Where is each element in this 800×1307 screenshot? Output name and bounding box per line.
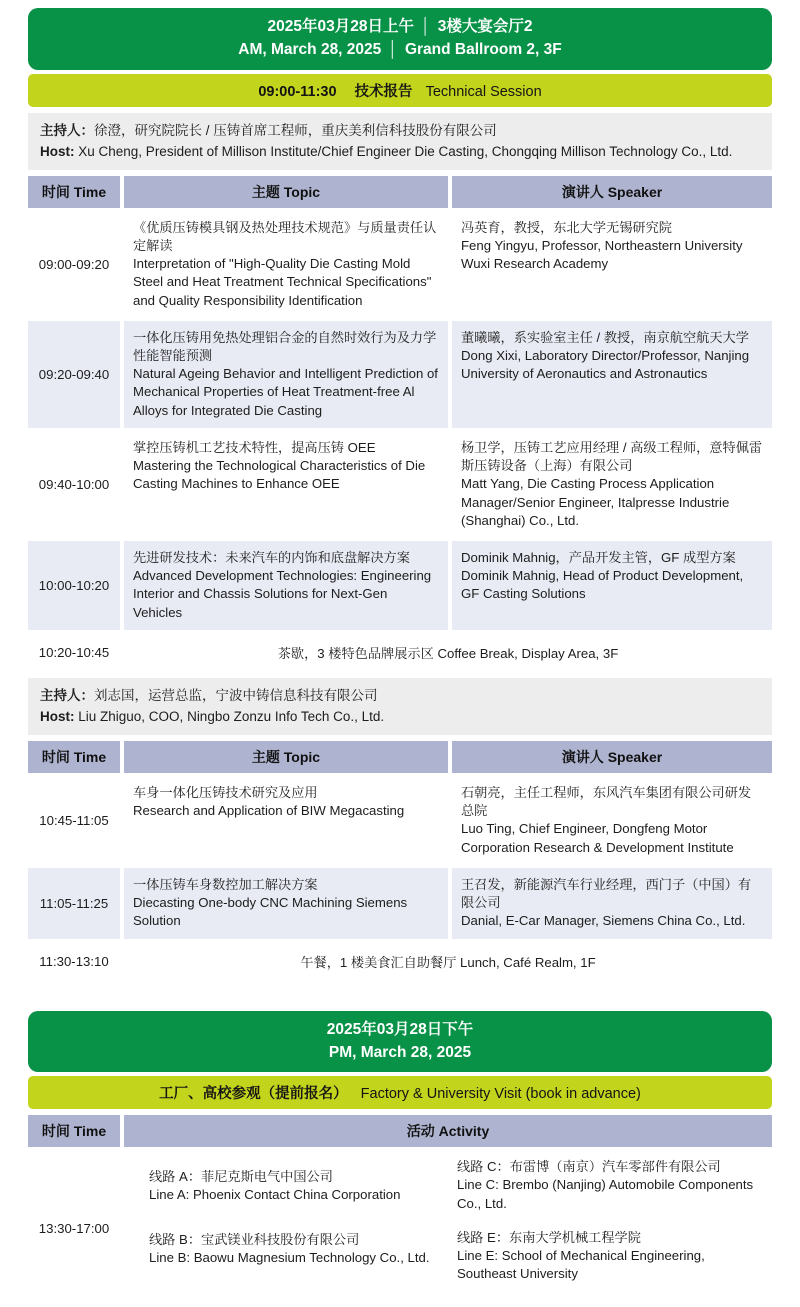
- visit-line-zh: 线路 C：布雷博（南京）汽车零部件有限公司: [457, 1159, 721, 1175]
- pm-banner: [28, 1011, 772, 1073]
- topic-zh: 《优质压铸模具钢及热处理技术规范》与质量责任认定解读: [133, 219, 437, 253]
- column-header-speaker: 演讲人 Speaker: [452, 176, 772, 208]
- speaker-en: Matt Yang, Die Casting Process Application Manager/Senior Engineer, Italpresse Industrie (Shanghai) Co., Ltd.: [461, 476, 730, 528]
- session-row-topic: [124, 776, 448, 865]
- session-row-time: 11:05-11:25: [28, 868, 120, 939]
- topic-en: Research and Application of BIW Megacasting: [133, 803, 405, 819]
- host1-text-zh: 徐澄，研究院院长 / 压铸首席工程师，重庆美利信科技股份有限公司: [94, 122, 497, 138]
- pm-section: [28, 1011, 772, 1307]
- topic-en: Interpretation of "High-Quality Die Casting Mold Steel and Heat Treatment Technical Specifications" and Quality Responsibility Identification: [133, 256, 432, 308]
- host1-label-en: Host:: [40, 144, 75, 160]
- visit-title-en: Factory & University Visit (book in advance): [360, 1086, 641, 1103]
- topic-zh: 车身一体化压铸技术研究及应用: [133, 785, 318, 801]
- banner-separator: │: [421, 18, 431, 35]
- speaker-zh: 王召发，新能源汽车行业经理，西门子（中国）有限公司: [461, 876, 752, 911]
- visit-title-zh: 工厂、高校参观（提前报名）: [159, 1086, 348, 1103]
- topic-zh: 一体化压铸用免热处理铝合金的自然时效行为及力学性能智能预测: [133, 329, 437, 363]
- speaker-zh: 董曦曦，系实验室主任 / 教授，南京航空航天大学: [461, 329, 749, 345]
- host-block-1: [28, 113, 772, 170]
- topic-zh: 一体压铸车身数控加工解决方案: [133, 876, 318, 892]
- am-room-zh: 3楼大宴会厅2: [437, 18, 533, 35]
- am-banner-line1: [32, 15, 768, 38]
- column-header-time: 时间 Time: [28, 176, 120, 208]
- visit-column-left: [131, 1158, 447, 1299]
- visit-lines-grid: [131, 1158, 765, 1299]
- session-row-speaker: [452, 541, 772, 630]
- visit-line-zh: 线路 B：宝武镁业科技股份有限公司: [149, 1231, 360, 1247]
- session-row-speaker: [452, 431, 772, 538]
- visit-line-c: [457, 1158, 765, 1213]
- host1-line-en: [40, 141, 760, 163]
- speaker-en: Danial, E-Car Manager, Siemens China Co., Ltd.: [461, 913, 746, 929]
- host1-label-zh: 主持人：: [40, 122, 94, 138]
- visit-line-a: [149, 1168, 447, 1204]
- pm-visit-table: [28, 1115, 772, 1307]
- visit-line-zh: 线路 A：菲尼克斯电气中国公司: [149, 1169, 333, 1185]
- column-header-activity: 活动 Activity: [124, 1115, 772, 1147]
- session-row-topic: [124, 431, 448, 538]
- session-row-topic: [124, 868, 448, 939]
- topic-en: Advanced Development Technologies: Engineering Interior and Chassis Solutions for Next-Gen Vehicles: [133, 568, 432, 620]
- am-date-en: AM, March 28, 2025: [238, 41, 382, 59]
- session-row-topic: [124, 541, 448, 630]
- session-row-topic: [124, 211, 448, 318]
- visit-line-e: [457, 1229, 765, 1284]
- session-row-topic: [124, 321, 448, 428]
- pm-date-zh: 2025年03月28日下午: [326, 1020, 474, 1038]
- pm-date-en: PM, March 28, 2025: [328, 1043, 472, 1061]
- host2-label-en: Host:: [40, 709, 75, 725]
- session-row-time: 09:00-09:20: [38, 256, 110, 272]
- topic-zh: 先进研发技术：未来汽车的内饰和底盘解决方案: [133, 549, 410, 565]
- banner-separator: │: [388, 41, 398, 59]
- column-header-time: 时间 Time: [28, 741, 120, 773]
- host2-label-zh: 主持人：: [40, 687, 94, 703]
- lunch-row: [28, 942, 772, 981]
- host2-text-zh: 刘志国，运营总监，宁波中铸信息科技有限公司: [94, 687, 378, 703]
- coffee-break-time: 10:20-10:45: [38, 644, 110, 660]
- session-row-time: 10:45-11:05: [39, 812, 109, 828]
- topic-en: Natural Ageing Behavior and Intelligent Prediction of Mechanical Properties of Heat Treatment-free Al Alloys for Integrated Die Casting: [133, 366, 438, 418]
- am-date-zh: 2025年03月28日上午: [267, 18, 415, 35]
- am-banner-line2: [32, 38, 768, 61]
- lunch-time: 11:30-13:10: [39, 953, 109, 969]
- column-header-time: 时间 Time: [28, 1115, 120, 1147]
- session-row-speaker: [452, 321, 772, 428]
- session-title-zh: 技术报告: [354, 83, 413, 100]
- lunch-text: 午餐，1 楼美食汇自助餐厅 Lunch, Café Realm, 1F: [300, 954, 596, 970]
- am-room-en: Grand Ballroom 2, 3F: [404, 41, 562, 59]
- visit-line-en: Line B: Baowu Magnesium Technology Co., Ltd.: [149, 1249, 430, 1265]
- speaker-zh: 杨卫学，压铸工艺应用经理 / 高级工程师，意特佩雷斯压铸设备（上海）有限公司: [461, 439, 763, 474]
- topic-en: Diecasting One-body CNC Machining Siemens Solution: [133, 895, 408, 929]
- visit-column-right: [457, 1158, 765, 1299]
- technical-session-bar: [28, 74, 772, 107]
- coffee-break-row: [28, 633, 772, 672]
- speaker-en: Dominik Mahnig, Head of Product Development, GF Casting Solutions: [461, 568, 744, 602]
- speaker-en: Luo Ting, Chief Engineer, Dongfeng Motor Corporation Research & Development Institute: [461, 821, 734, 855]
- topic-en: Mastering the Technological Characteristics of Die Casting Machines to Enhance OEE: [133, 458, 426, 492]
- visit-line-zh: 线路 E：东南大学机械工程学院: [457, 1229, 641, 1245]
- host-block-2: [28, 678, 772, 735]
- visit-line-b: [149, 1231, 447, 1267]
- session-row-time: 09:20-09:40: [28, 321, 120, 428]
- host1-line-zh: [40, 120, 760, 142]
- visit-line-en: Line C: Brembo (Nanjing) Automobile Components Co., Ltd.: [457, 1177, 754, 1211]
- speaker-zh: 冯英育，教授，东北大学无锡研究院: [461, 219, 672, 235]
- visit-bar: [28, 1076, 772, 1109]
- session-row-speaker: [452, 868, 772, 939]
- visit-line-en: Line E: School of Mechanical Engineering, Southeast University: [457, 1247, 705, 1282]
- host2-line-en: [40, 706, 760, 728]
- session-row-speaker: [452, 211, 772, 318]
- session-time-range: 09:00-11:30: [258, 83, 337, 100]
- host1-text-en: Xu Cheng, President of Millison Institute/Chief Engineer Die Casting, Chongqing Millison Technology Co., Ltd.: [78, 144, 733, 160]
- host2-line-zh: [40, 685, 760, 707]
- column-header-topic: 主题 Topic: [124, 176, 448, 208]
- session-row-time: 09:40-10:00: [38, 476, 110, 492]
- am-banner: [28, 8, 772, 70]
- host2-text-en: Liu Zhiguo, COO, Ningbo Zonzu Info Tech Co., Ltd.: [78, 709, 385, 725]
- session-row-speaker: [452, 776, 772, 865]
- column-header-speaker: 演讲人 Speaker: [452, 741, 772, 773]
- column-header-topic: 主题 Topic: [124, 741, 448, 773]
- session-title-en: Technical Session: [425, 83, 542, 100]
- topic-zh: 掌控压铸机工艺技术特性，提高压铸 OEE: [133, 439, 376, 455]
- visit-row-activity: [124, 1150, 772, 1307]
- speaker-en: Dong Xixi, Laboratory Director/Professor, Nanjing University of Aeronautics and Astronautics: [461, 348, 750, 382]
- visit-row-time: 13:30-17:00: [38, 1221, 110, 1237]
- speaker-zh: Dominik Mahnig，产品开发主管，GF 成型方案: [461, 549, 736, 565]
- session-row-time: 10:00-10:20: [28, 541, 120, 630]
- speaker-en: Feng Yingyu, Professor, Northeastern University Wuxi Research Academy: [461, 237, 743, 272]
- speaker-zh: 石朝亮，主任工程师，东风汽车集团有限公司研发总院: [461, 785, 752, 819]
- coffee-break-text: 茶歇，3 楼特色品牌展示区 Coffee Break, Display Area, 3F: [277, 645, 619, 661]
- am-session-table-1: [28, 176, 772, 630]
- am-session-table-2: [28, 741, 772, 939]
- visit-line-en: Line A: Phoenix Contact China Corporation: [149, 1187, 401, 1203]
